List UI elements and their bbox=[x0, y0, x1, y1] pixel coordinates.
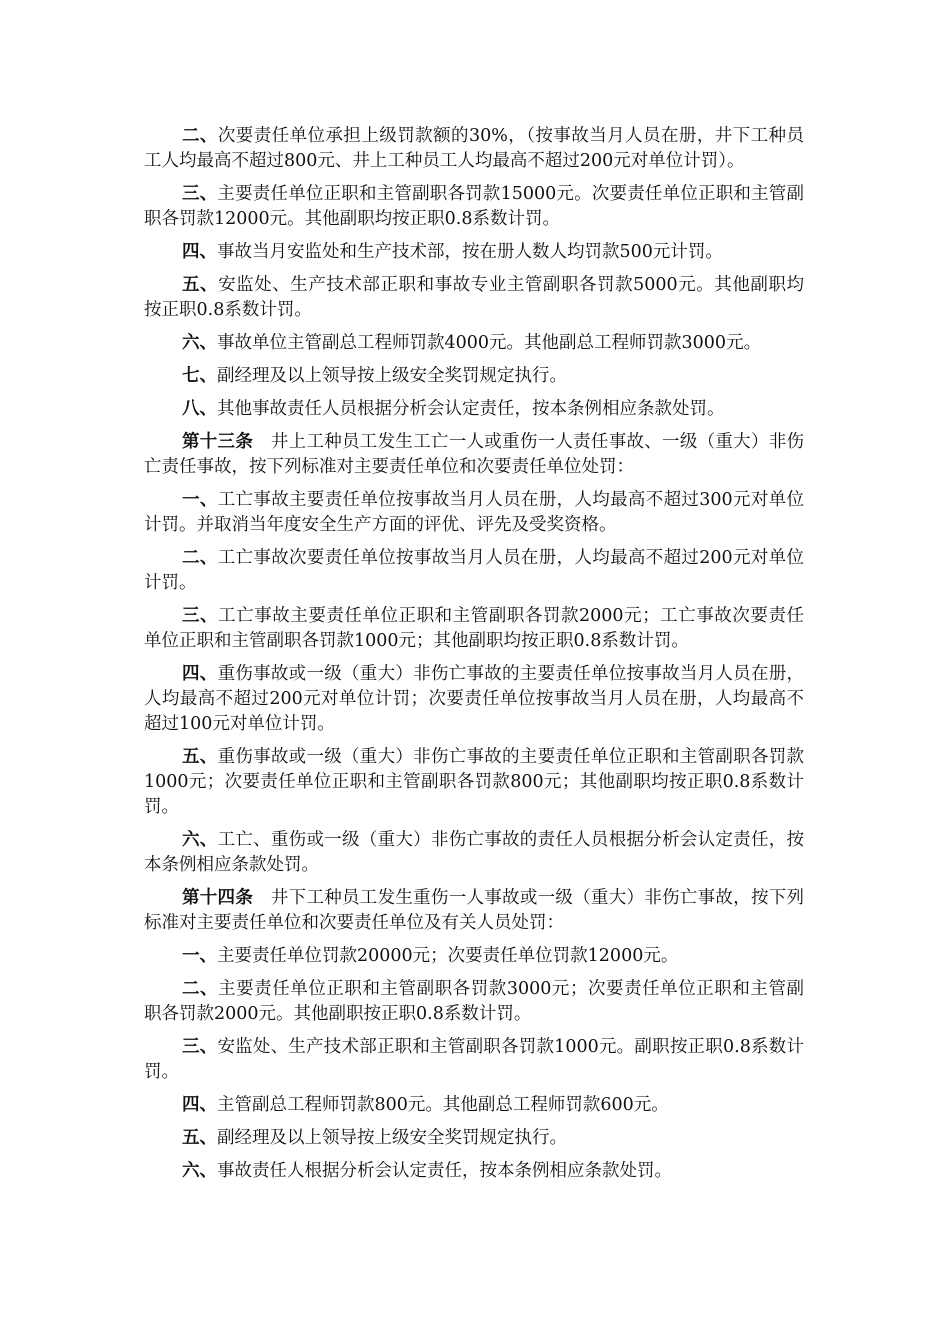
paragraph-lead: 三、 bbox=[182, 606, 219, 626]
paragraph-lead: 一、 bbox=[182, 946, 217, 966]
article-heading: 第十三条 bbox=[182, 432, 254, 452]
paragraph bbox=[144, 1035, 804, 1085]
paragraph bbox=[144, 1159, 804, 1184]
paragraph-text: 安监处、生产技术部正职和主管副职各罚款1000元。副职按正职0.8系数计罚。 bbox=[144, 1037, 804, 1082]
paragraph-text: 副经理及以上领导按上级安全奖罚规定执行。 bbox=[217, 366, 567, 386]
article-14-paragraph bbox=[144, 886, 804, 936]
paragraph bbox=[144, 273, 804, 323]
paragraph-text: 重伤事故或一级（重大）非伤亡事故的主要责任单位正职和主管副职各罚款1000元；次要责任单位正职和主管副职各罚款800元；其他副职均按正职0.8系数计罚。 bbox=[144, 747, 805, 817]
paragraph bbox=[144, 745, 804, 820]
paragraph-lead: 三、 bbox=[182, 1037, 218, 1057]
paragraph-text: 工亡事故主要责任单位按事故当月人员在册，人均最高不超过300元对单位计罚。并取消当年度安全生产方面的评优、评先及受奖资格。 bbox=[144, 490, 805, 535]
paragraph-text: 次要责任单位承担上级罚款额的30%，（按事故当月人员在册，井下工种员工人均最高不超过800元、井上工种员工人均最高不超过200元对单位计罚）。 bbox=[144, 126, 804, 171]
paragraph-text: 主要责任单位正职和主管副职各罚款3000元；次要责任单位正职和主管副职各罚款2000元。其他副职按正职0.8系数计罚。 bbox=[144, 979, 804, 1024]
paragraph-text: 主管副总工程师罚款800元。其他副总工程师罚款600元。 bbox=[217, 1095, 669, 1115]
paragraph-lead: 四、 bbox=[182, 664, 218, 684]
paragraph bbox=[144, 828, 804, 878]
paragraph bbox=[144, 397, 804, 422]
paragraph-lead: 二、 bbox=[182, 126, 218, 146]
paragraph-text: 重伤事故或一级（重大）非伤亡事故的主要责任单位按事故当月人员在册，人均最高不超过200元对单位计罚；次要责任单位按事故当月人员在册，人均最高不超过100元对单位计罚。 bbox=[144, 664, 805, 734]
paragraph bbox=[144, 364, 804, 389]
paragraph bbox=[144, 604, 804, 654]
paragraph-lead: 三、 bbox=[182, 184, 218, 204]
paragraph bbox=[144, 240, 804, 265]
paragraph bbox=[144, 124, 804, 174]
paragraph-lead: 五、 bbox=[182, 747, 218, 767]
paragraph-text: 井下工种员工发生重伤一人事故或一级（重大）非伤亡事故，按下列标准对主要责任单位和次要责任单位及有关人员处罚： bbox=[144, 888, 805, 933]
paragraph-lead: 二、 bbox=[182, 979, 219, 999]
paragraph-lead: 二、 bbox=[182, 548, 218, 568]
paragraph bbox=[144, 977, 804, 1027]
paragraph bbox=[144, 331, 804, 356]
paragraph-text: 安监处、生产技术部正职和事故专业主管副职各罚款5000元。其他副职均按正职0.8系数计罚。 bbox=[144, 275, 804, 320]
paragraph-lead: 六、 bbox=[182, 830, 218, 850]
paragraph bbox=[144, 488, 804, 538]
paragraph-text: 主要责任单位罚款20000元；次要责任单位罚款12000元。 bbox=[217, 946, 679, 966]
paragraph-text: 井上工种员工发生工亡一人或重伤一人责任事故、一级（重大）非伤亡责任事故，按下列标准对主要责任单位和次要责任单位处罚： bbox=[144, 432, 805, 477]
article-13-paragraph bbox=[144, 430, 804, 480]
paragraph bbox=[144, 1126, 804, 1151]
paragraph-lead: 四、 bbox=[182, 242, 217, 262]
paragraph-lead: 四、 bbox=[182, 1095, 217, 1115]
paragraph-text: 主要责任单位正职和主管副职各罚款15000元。次要责任单位正职和主管副职各罚款12000元。其他副职均按正职0.8系数计罚。 bbox=[144, 184, 805, 229]
paragraph-lead: 五、 bbox=[182, 275, 219, 295]
paragraph bbox=[144, 944, 804, 969]
paragraph-text: 工亡、重伤或一级（重大）非伤亡事故的责任人员根据分析会认定责任，按本条例相应条款处罚。 bbox=[144, 830, 805, 875]
paragraph bbox=[144, 1093, 804, 1118]
paragraph-text: 工亡事故主要责任单位正职和主管副职各罚款2000元；工亡事故次要责任单位正职和主管副职各罚款1000元；其他副职均按正职0.8系数计罚。 bbox=[144, 606, 804, 651]
paragraph-lead: 七、 bbox=[182, 366, 217, 386]
paragraph-text: 事故单位主管副总工程师罚款4000元。其他副总工程师罚款3000元。 bbox=[217, 333, 762, 353]
paragraph bbox=[144, 662, 804, 737]
paragraph bbox=[144, 182, 804, 232]
paragraph-text: 工亡事故次要责任单位按事故当月人员在册，人均最高不超过200元对单位计罚。 bbox=[144, 548, 805, 593]
paragraph-lead: 六、 bbox=[182, 333, 217, 353]
paragraph-text: 其他事故责任人员根据分析会认定责任，按本条例相应条款处罚。 bbox=[217, 399, 725, 419]
paragraph-lead: 一、 bbox=[182, 490, 218, 510]
paragraph-text: 事故当月安监处和生产技术部，按在册人数人均罚款500元计罚。 bbox=[217, 242, 723, 262]
paragraph bbox=[144, 546, 804, 596]
paragraph-text: 事故责任人根据分析会认定责任，按本条例相应条款处罚。 bbox=[217, 1161, 672, 1181]
paragraph-lead: 五、 bbox=[182, 1128, 217, 1148]
paragraph-text: 副经理及以上领导按上级安全奖罚规定执行。 bbox=[217, 1128, 567, 1148]
paragraph-lead: 六、 bbox=[182, 1161, 217, 1181]
article-heading: 第十四条 bbox=[182, 888, 254, 908]
paragraph-lead: 八、 bbox=[182, 399, 217, 419]
document-body bbox=[144, 124, 804, 1192]
